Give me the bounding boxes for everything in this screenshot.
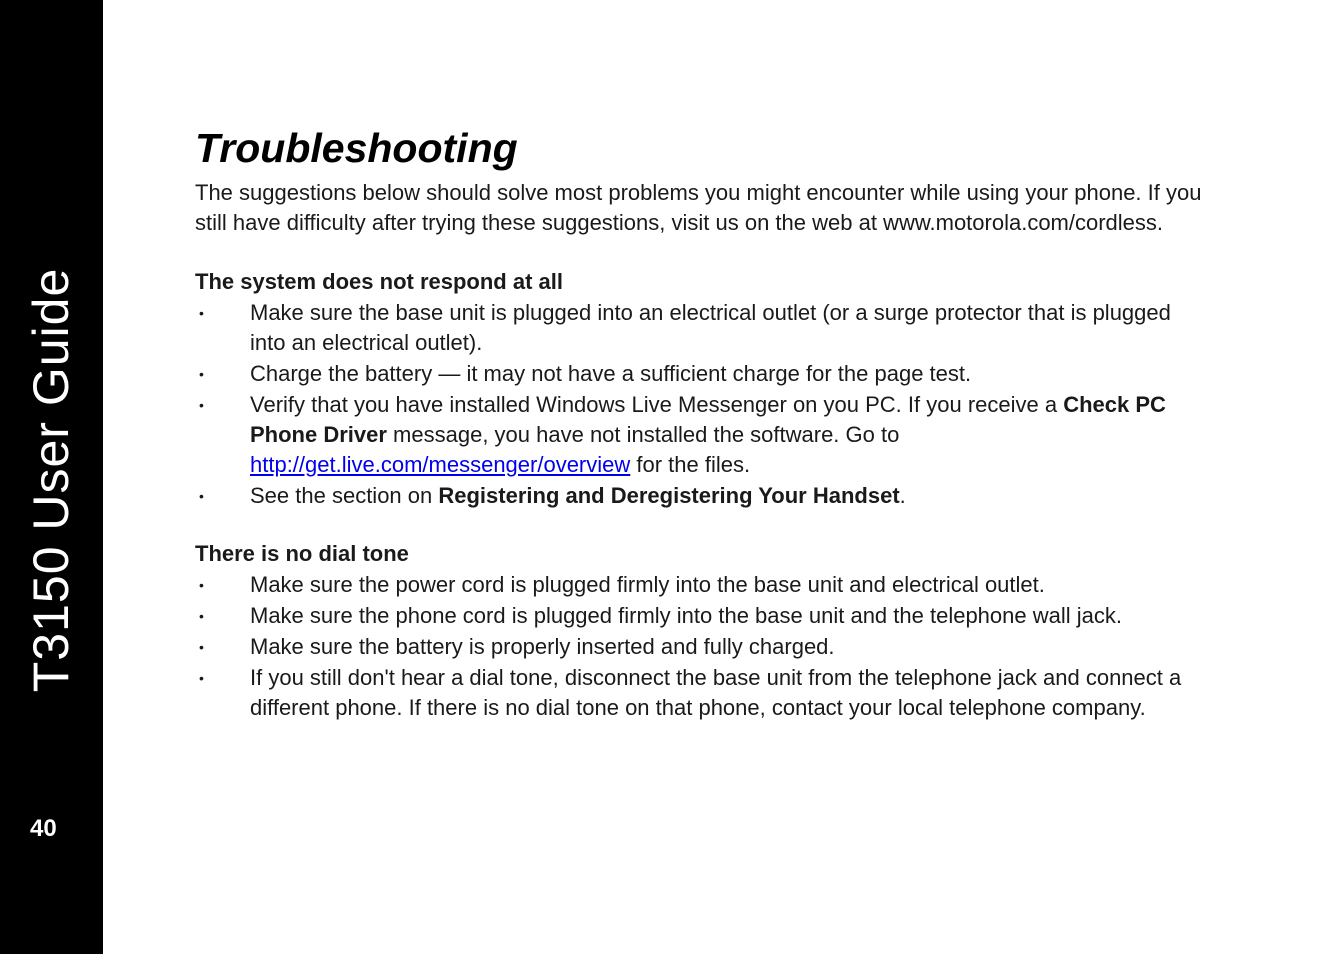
sidebar-title: T3150 User Guide [23, 267, 79, 693]
list-item-text: Make sure the phone cord is plugged firmly into the base unit and the telephone wall jack. [250, 603, 1122, 628]
bullet-icon: • [199, 488, 204, 504]
list-item [195, 632, 1210, 662]
list-item-text: If you still don't hear a dial tone, disconnect the base unit from the telephone jack and connect a different phone. If there is no dial tone on that phone, contact your local telephone company. [250, 665, 1182, 720]
list-item [195, 390, 1210, 480]
bullet-list-no-dial-tone [195, 570, 1210, 723]
page-number: 40 [30, 815, 57, 842]
page-content [195, 126, 1210, 724]
list-item-text-post: for the files. [630, 452, 751, 477]
bullet-icon: • [199, 366, 204, 382]
bullet-list-no-response [195, 298, 1210, 511]
section-title-no-dial-tone: There is no dial tone [195, 541, 409, 566]
section-reference: Registering and Deregistering Your Handset [438, 483, 900, 508]
list-item-text: Make sure the battery is properly inserted and fully charged. [250, 634, 835, 659]
list-item-text: Make sure the base unit is plugged into an electrical outlet (or a surge protector that is plugged into an electrical outlet). [250, 300, 1171, 355]
intro-paragraph: The suggestions below should solve most problems you might encounter while using your phone. If you still have difficulty after trying these suggestions, visit us on the web at www.motorola.com/cordless. [195, 180, 1202, 235]
list-item-text-mid: message, you have not installed the software. Go to [386, 422, 900, 447]
list-item-text-post: . [899, 483, 906, 508]
list-item [195, 481, 1210, 511]
list-item-text-pre: See the section on [250, 483, 439, 508]
list-item-text: Charge the battery — it may not have a sufficient charge for the page test. [250, 361, 972, 386]
bullet-icon: • [199, 670, 204, 686]
driver-message-name: Check PC Phone Driver [250, 392, 1166, 447]
bullet-icon: • [199, 639, 204, 655]
list-item-text: Make sure the power cord is plugged firmly into the base unit and electrical outlet. [250, 572, 1045, 597]
page-title: Troubleshooting [195, 125, 518, 171]
list-item [195, 601, 1210, 631]
section-title-no-response: The system does not respond at all [195, 269, 563, 294]
list-item-text-pre: Verify that you have installed Windows Live Messenger on you PC. If you receive a [250, 392, 1064, 417]
list-item [195, 570, 1210, 600]
list-item [195, 663, 1210, 723]
list-item [195, 359, 1210, 389]
messenger-download-link[interactable]: http://get.live.com/messenger/overview [250, 452, 631, 477]
list-item [195, 298, 1210, 358]
bullet-icon: • [199, 608, 204, 624]
bullet-icon: • [199, 577, 204, 593]
bullet-icon: • [199, 305, 204, 321]
bullet-icon: • [199, 397, 204, 413]
